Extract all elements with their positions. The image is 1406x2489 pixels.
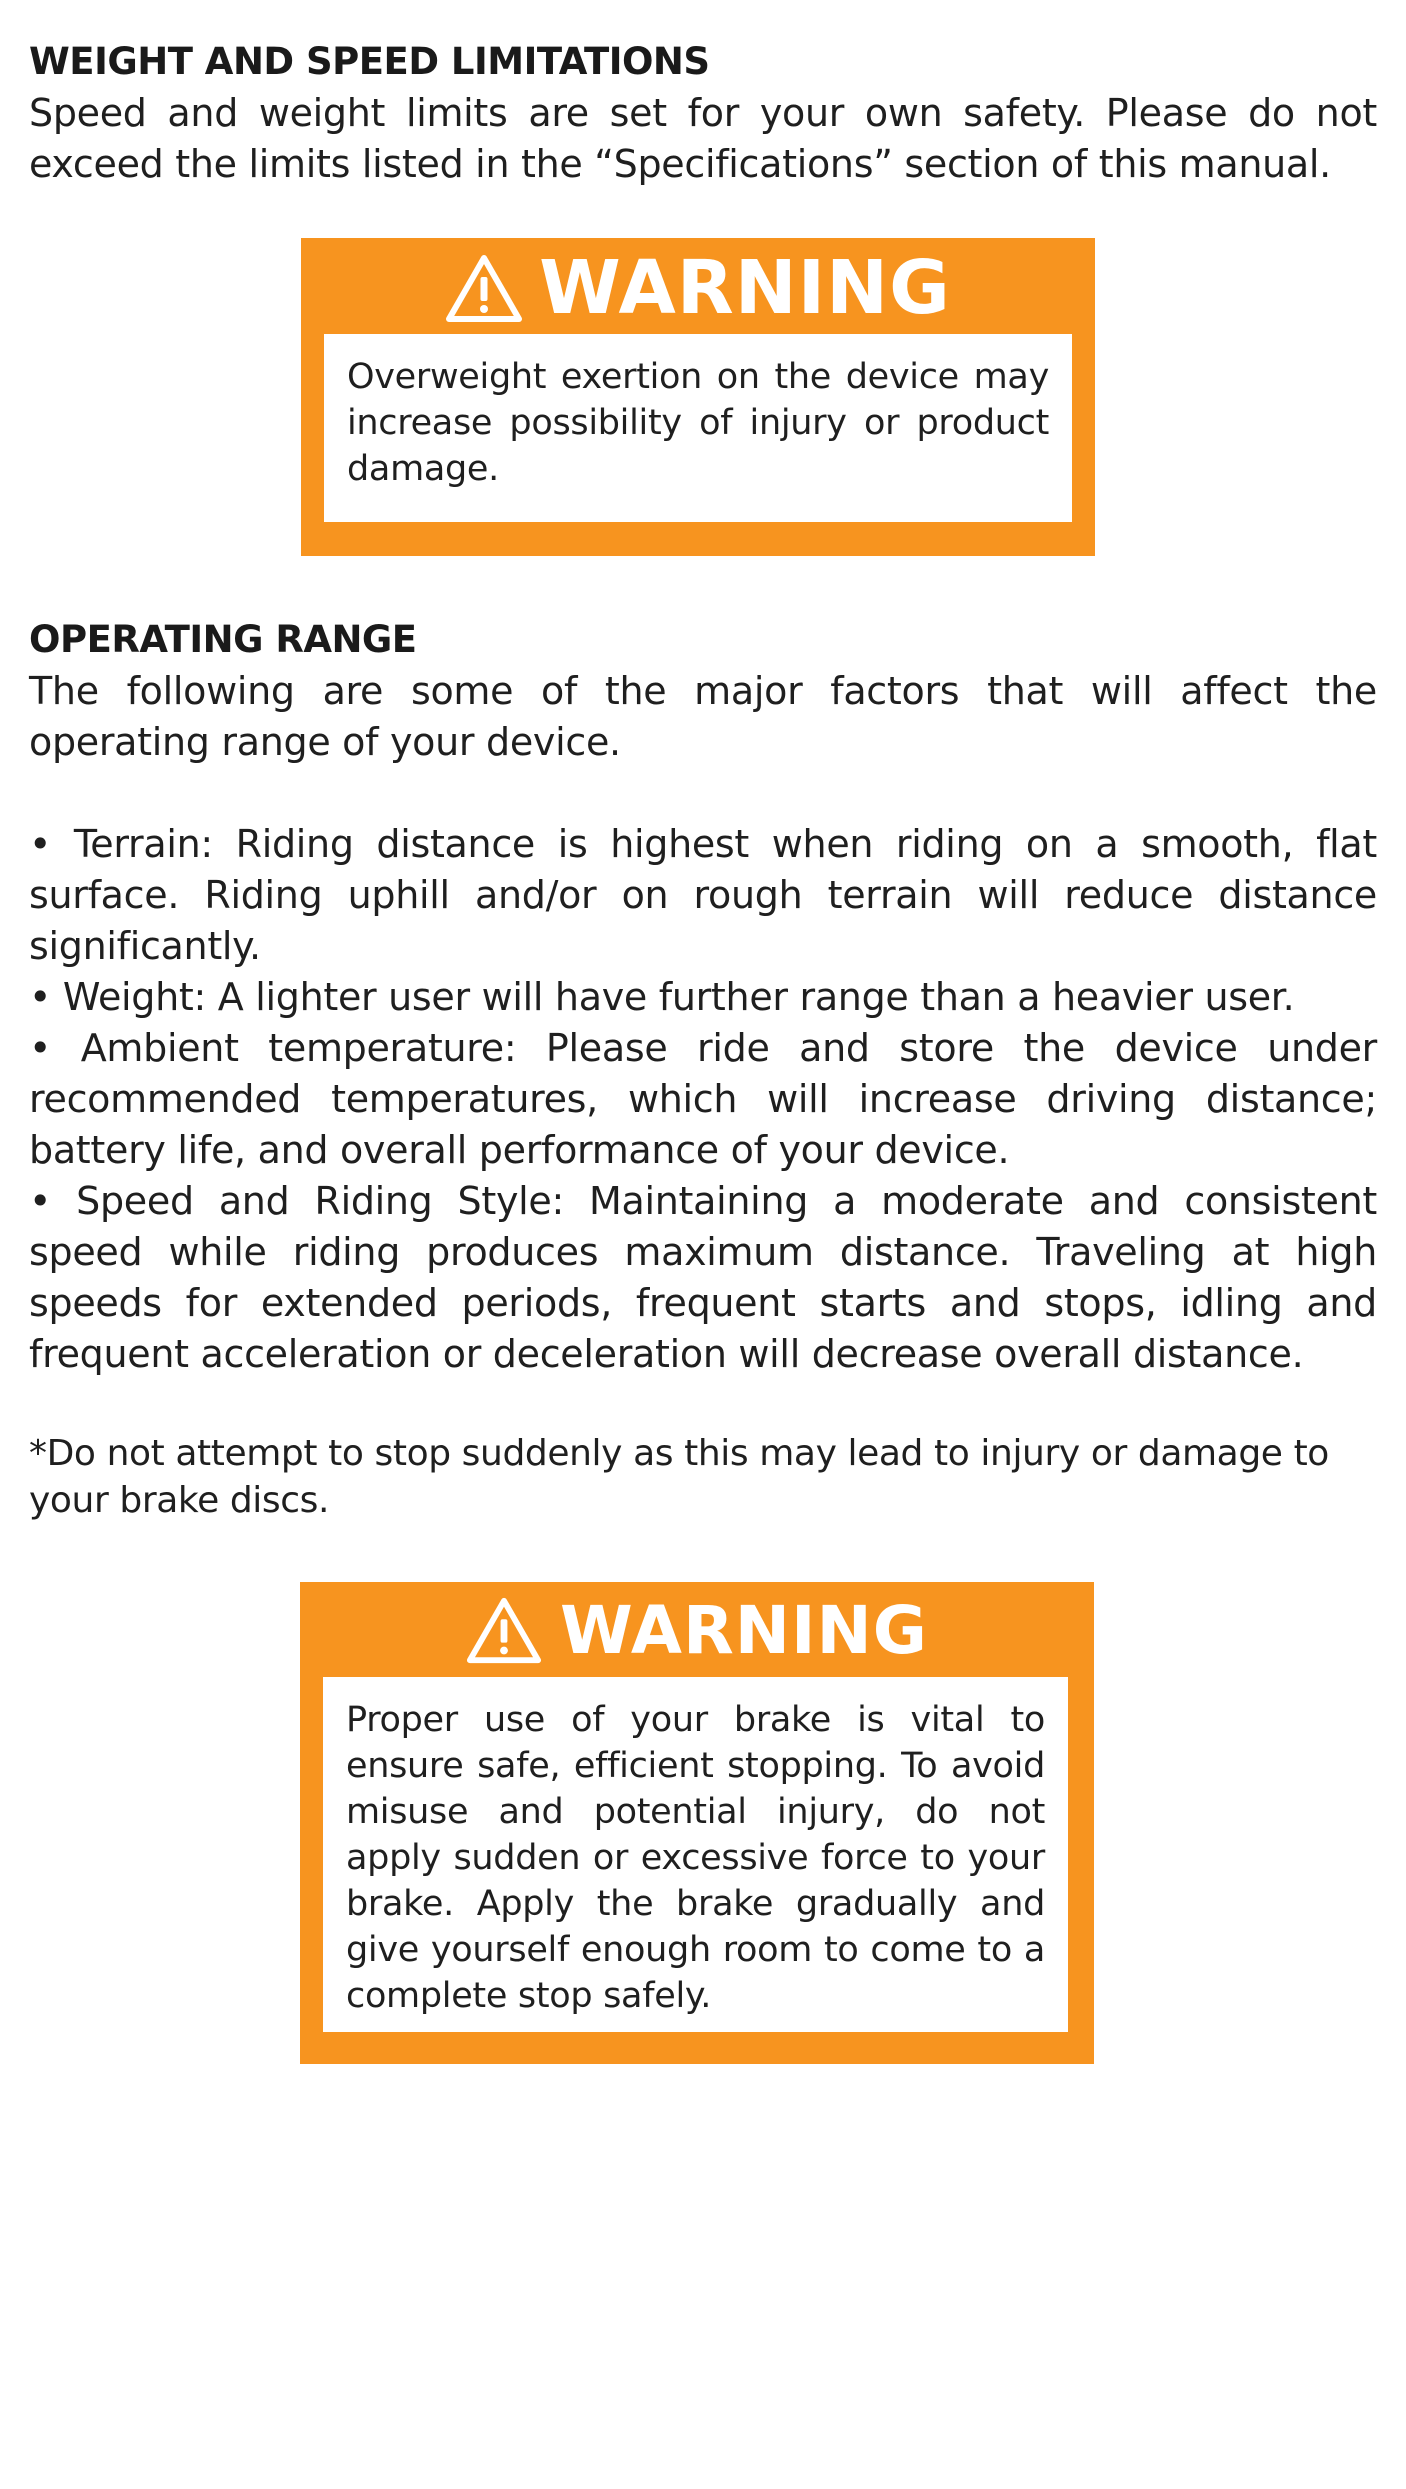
warning-header — [301, 238, 1095, 338]
warning-box-overweight — [301, 238, 1095, 556]
weight-speed-heading: WEIGHT AND SPEED LIMITATIONS — [29, 40, 710, 83]
operating-range-intro: The following are some of the major factors that will affect the operating range of your device. — [29, 669, 1377, 764]
manual-page — [29, 36, 1377, 190]
warning-triangle-icon — [466, 1595, 542, 1665]
warning-box-brake — [300, 1582, 1094, 2064]
bullet-ambient-temperature: • Ambient temperature: Please ride and store the device under recommended temperatures, which will increase driving distance; battery life, and overall performance of your device. — [29, 1026, 1377, 1172]
brake-note: *Do not attempt to stop suddenly as this may lead to injury or damage to your brake discs. — [29, 1433, 1329, 1521]
bullet-terrain: • Terrain: Riding distance is highest when riding on a smooth, flat surface. Riding uphill and/or on rough terrain will reduce distance significantly. — [29, 822, 1377, 968]
bullet-speed-riding-style: • Speed and Riding Style: Maintaining a moderate and consistent speed while riding produces maximum distance. Traveling at high speeds for extended periods, frequent starts and stops, idling and frequent acceleration or deceleration will decrease overall distance. — [29, 1179, 1377, 1376]
warning-body — [324, 334, 1072, 522]
warning-title: WARNING — [560, 1591, 928, 1669]
weight-speed-body: Speed and weight limits are set for your own safety. Please do not exceed the limits listed in the “Specifications” section of this manual. — [29, 91, 1377, 186]
operating-range-section — [29, 614, 1377, 1524]
warning-body — [323, 1677, 1068, 2032]
warning-text: Proper use of your brake is vital to ensure safe, efficient stopping. To avoid misuse and potential injury, do not apply sudden or excessive force to your brake. Apply the brake gradually and give yourself enough room to come to a complete stop safely. — [346, 1700, 1045, 2016]
warning-header — [300, 1582, 1094, 1678]
operating-range-heading: OPERATING RANGE — [29, 618, 417, 661]
bullet-weight: • Weight: A lighter user will have further range than a heavier user. — [29, 975, 1295, 1019]
warning-triangle-icon — [445, 253, 523, 323]
warning-title: WARNING — [539, 245, 951, 331]
warning-text: Overweight exertion on the device may increase possibility of injury or product damage. — [347, 357, 1049, 489]
